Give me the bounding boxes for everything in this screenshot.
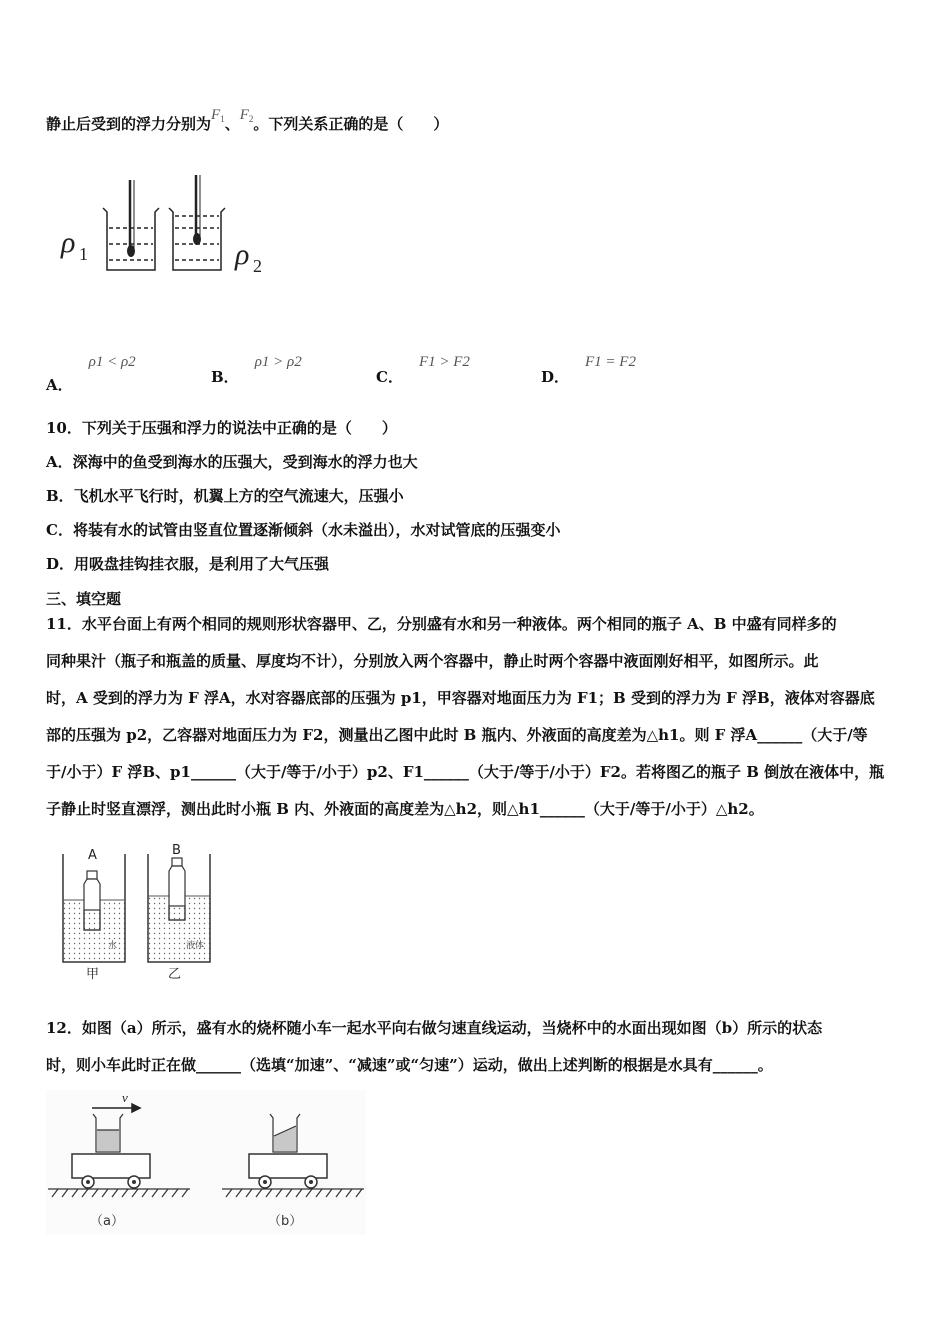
q10-option-d[interactable]: D．用吸盘挂钩挂衣服，是利用了大气压强 [46, 555, 330, 573]
q9-f2: $F_2$ [239, 107, 254, 124]
q10-option-c[interactable]: C．将装有水的试管由竖直位置逐渐倾斜（水未溢出），水对试管底的压强变小 [46, 521, 561, 539]
liquid-a: 水 [108, 941, 118, 951]
q11-line-6: 子静止时竖直漂浮，测出此时小瓶 B 内、外液面的高度差为△h2，则△h1______（大于/等于/小于）△h2。 [46, 800, 764, 818]
q9-option-d[interactable]: D．F1 = F2 [541, 354, 636, 386]
q11-line-1: 11．水平台面上有两个相同的规则形状容器甲、乙，分别盛有水和另一种液体。两个相同的瓶子 A、B 中盛有同样多的 [46, 615, 837, 633]
cart-b [249, 1154, 327, 1178]
densimeter-bulb-2 [193, 233, 201, 245]
q9-option-a[interactable]: A．ρ1 < ρ2 [46, 354, 136, 394]
q12-line-2: 时，则小车此时正在做______（选填“加速”、“减速”或“匀速”）运动，做出上述判断的根据是水具有______。 [46, 1056, 773, 1074]
caption-jia: 甲 [86, 967, 100, 982]
bottle-a [84, 871, 100, 930]
caption-b: （b） [268, 1214, 303, 1229]
cart-a [72, 1154, 150, 1178]
label-a: A [88, 848, 97, 863]
q9-figure [55, 170, 285, 280]
beaker-2 [169, 175, 225, 270]
q11-figure [58, 842, 218, 982]
label-b: B [172, 843, 181, 858]
svg-text:1: 1 [79, 244, 88, 264]
q11-line-4: 部的压强为 p2，乙容器对地面压力为 F2，测量出乙图中此时 B 瓶内、外液面的高度差为△h1。则 F 浮A______（大于/等 [46, 726, 868, 744]
q9-option-c[interactable]: C．F1 > F2 [376, 354, 470, 386]
q12-figure [46, 1090, 366, 1235]
rho1-label: ρ [61, 226, 76, 259]
q10-option-b[interactable]: B．飞机水平飞行时，机翼上方的空气流速大，压强小 [46, 487, 404, 505]
section-heading: 三、填空题 [46, 590, 122, 608]
q10-stem: 10．下列关于压强和浮力的说法中正确的是（ ） [46, 419, 397, 437]
caption-a: （a） [90, 1214, 124, 1229]
velocity-label: v [122, 1090, 128, 1105]
rho2-label: ρ [235, 238, 250, 271]
q9-option-b[interactable]: B．ρ1 > ρ2 [211, 354, 302, 386]
q9-stem [46, 107, 449, 139]
svg-text:2: 2 [253, 256, 262, 276]
q11-line-5: 于/小于）F 浮B、p1______（大于/等于/小于）p2、F1______（大于/等于/小于）F2。若将图乙的瓶子 B 倒放在液体中，瓶 [46, 763, 885, 781]
densimeter-bulb-1 [127, 245, 135, 257]
caption-yi: 乙 [168, 967, 182, 982]
q12-line-1: 12．如图（a）所示，盛有水的烧杯随小车一起水平向右做匀速直线运动，当烧杯中的水面出现如图（b）所示的状态 [46, 1019, 823, 1037]
q11-line-2: 同种果汁（瓶子和瓶盖的质量、厚度均不计），分别放入两个容器中，静止时两个容器中液面刚好相平，如图所示。此 [46, 652, 819, 670]
q11-line-3: 时，A 受到的浮力为 F 浮A，水对容器底部的压强为 p1，甲容器对地面压力为 F1；B 受到的浮力为 F 浮B，液体对容器底 [46, 689, 875, 707]
q9-sep: 、 [224, 115, 240, 133]
q10-option-a[interactable]: A．深海中的鱼受到海水的压强大，受到海水的浮力也大 [46, 453, 418, 471]
q9-stem-suffix: 。下列关系正确的是（ ） [253, 115, 449, 133]
q9-stem-prefix: 静止后受到的浮力分别为 [46, 115, 212, 133]
q9-f1: $F_1$ [211, 107, 225, 124]
liquid-b: 液体 [186, 941, 205, 951]
bottle-b [169, 858, 185, 920]
